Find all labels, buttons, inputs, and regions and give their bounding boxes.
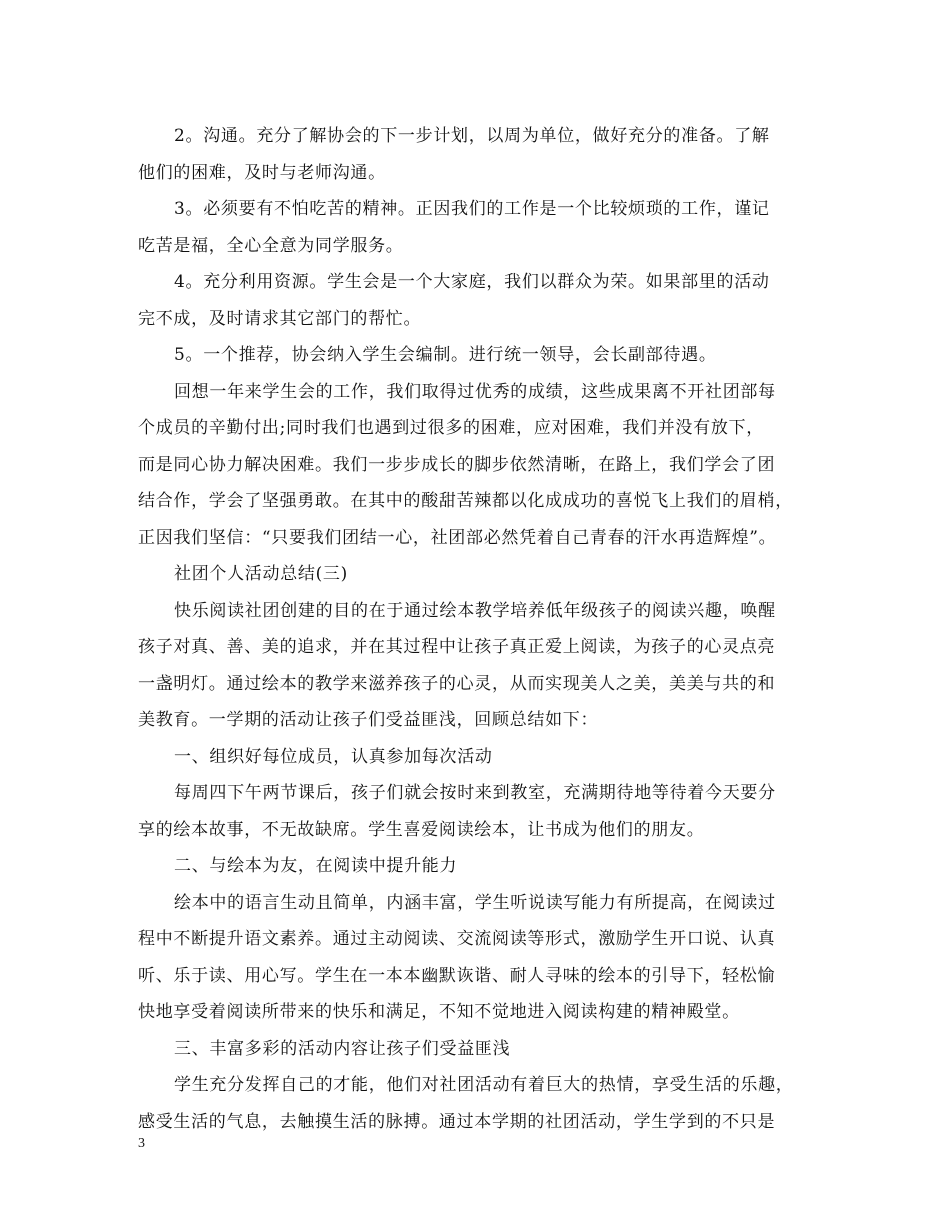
subheading: 二、与绘本为友，在阅读中提升能力 <box>174 856 458 876</box>
text-line: 回想一年来学生会的工作，我们取得过优秀的成绩，这些成果离不开社团部每 <box>174 381 776 402</box>
text-line: 一盏明灯。通过绘本的教学来滋养孩子的心灵，从而实现美人之美，美美与共的和 <box>138 673 776 694</box>
text-line: 美教育。一学期的活动让孩子们受益匪浅，回顾总结如下： <box>138 710 599 730</box>
text-line: 5。一个推荐，协会纳入学生会编制。进行统一领导，会长副部待遇。 <box>174 345 717 365</box>
text-line: 学生充分发挥自己的才能，他们对社团活动有着巨大的热情，享受生活的乐趣， <box>174 1075 794 1095</box>
subheading: 一、组织好每位成员，认真参加每次活动 <box>174 746 493 767</box>
text-line: 快地享受着阅读所带来的快乐和满足，不知不觉地进入阅读构建的精神殿堂。 <box>138 1002 740 1022</box>
section-title: 社团个人活动总结(三) <box>174 564 348 584</box>
text-line: 吃苦是福，全心全意为同学服务。 <box>138 235 404 256</box>
text-line: 而是同心协力解决困难。我们一步步成长的脚步依然清晰，在路上，我们学会了团 <box>138 454 776 475</box>
text-line: 3。必须要有不怕吃苦的精神。正因我们的工作是一个比较烦琐的工作，谨记 <box>174 199 770 219</box>
text-line: 听、乐于读、用心写。学生在一本本幽默诙谐、耐人寻味的绘本的引导下，轻松愉 <box>138 965 776 986</box>
text-line: 孩子对真、善、美的追求，并在其过程中让孩子真正爱上阅读，为孩子的心灵点亮 <box>138 637 776 657</box>
text-line: 结合作，学会了坚强勇敢。在其中的酸甜苦辣都以化成成功的喜悦飞上我们的眉梢， <box>138 491 793 511</box>
subheading: 三、丰富多彩的活动内容让孩子们受益匪浅 <box>174 1038 511 1059</box>
text-line: 完不成，及时请求其它部门的帮忙。 <box>138 308 422 329</box>
body-text <box>138 118 818 1140</box>
text-line: 个成员的辛勤付出;同时我们也遇到过很多的困难，应对困难，我们并没有放下， <box>138 418 764 438</box>
text-line: 他们的困难，及时与老师沟通。 <box>138 162 386 183</box>
text-line: 快乐阅读社团创建的目的在于通过绘本教学培养低年级孩子的阅读兴趣，唤醒 <box>174 600 776 621</box>
text-line: 正因我们坚信：“只要我们团结一心，社团部必然凭着自己青春的汗水再造辉煌”。 <box>138 527 777 548</box>
text-line: 绘本中的语言生动且简单，内涵丰富，学生听说读写能力有所提高，在阅读过 <box>174 892 776 913</box>
page-number: 3 <box>138 1136 145 1151</box>
text-line: 每周四下午两节课后，孩子们就会按时来到教室，充满期待地等待着今天要分 <box>174 783 776 803</box>
text-line: 程中不断提升语文素养。通过主动阅读、交流阅读等形式，激励学生开口说、认真 <box>138 929 776 949</box>
text-line: 2。沟通。充分了解协会的下一步计划，以周为单位，做好充分的准备。了解 <box>174 126 770 146</box>
text-line: 4。充分利用资源。学生会是一个大家庭，我们以群众为荣。如果部里的活动 <box>174 272 770 292</box>
text-line: 享的绘本故事，不无故缺席。学生喜爱阅读绘本，让书成为他们的朋友。 <box>138 819 705 840</box>
text-line: 感受生活的气息，去触摸生活的脉搏。通过本学期的社团活动，学生学到的不只是 <box>138 1111 776 1132</box>
